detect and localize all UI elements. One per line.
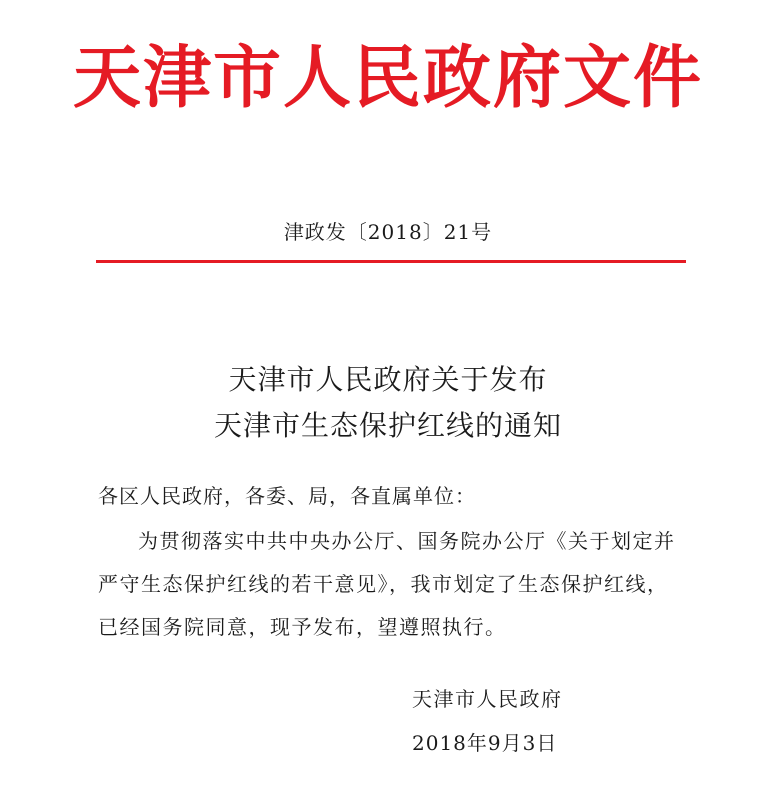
notice-title-line-2: 天津市生态保护红线的通知 — [213, 409, 562, 442]
red-divider-line — [96, 260, 686, 263]
document-number: 津政发〔2018〕21号 — [283, 220, 493, 244]
salutation: 各区人民政府，各委、局，各直属单位： — [98, 484, 476, 508]
body-paragraph: 为贯彻落实中共中央办公厅、国务院办公厅《关于划定并严守生态保护红线的若干意见》，我市划定了生态保护红线，已经国务院同意，现予发布，望遵照执行。 — [98, 529, 676, 639]
issue-date: 2018年9月3日 — [412, 731, 558, 755]
masthead-title: 天津市人民政府文件 — [72, 38, 703, 118]
issuer-signature: 天津市人民政府 — [412, 687, 563, 711]
notice-title-line-1: 天津市人民政府关于发布 — [228, 363, 548, 396]
